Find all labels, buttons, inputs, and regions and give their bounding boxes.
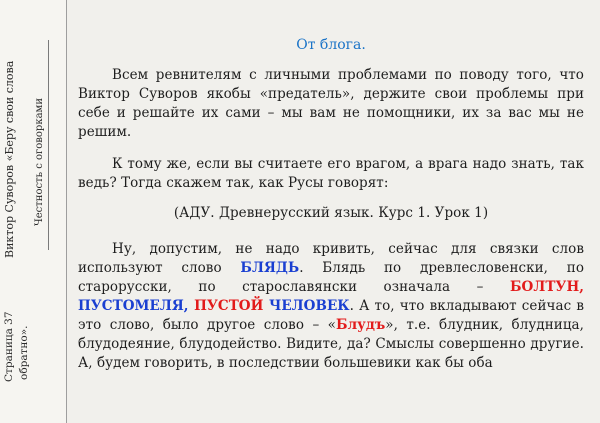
chapter-title-vertical: Честность с оговорками [34,98,45,226]
text-run: . Блядь по древлесловенски, по старорусски, по старославянски означала – [78,260,584,295]
paragraph-2: К тому же, если вы считаете его врагом, а врага надо знать, так ведь? Тогда скажем так, как Русы говорят: [78,156,584,191]
text-run: Ну, допустим, не надо кривить, сейчас для связки слов используют слово [78,241,584,276]
course-reference: (АДУ. Древнерусский язык. Курс 1. Урок 1) [173,205,489,221]
book-title-vertical: Виктор Суворов «Беру свои слова [3,60,16,258]
section-title: От блога. [296,37,366,53]
highlight-red-2: ПУСТОЙ [194,298,269,314]
highlight-blue-1: ПУСТОМЕЛЯ, [78,298,195,314]
back-label-vertical: обратно». [18,325,30,380]
page-number-vertical: Страница 37 [3,311,15,382]
highlight-red-1: БОЛТУН, [509,279,584,295]
highlight-blue-2: ЧЕЛОВЕК [268,298,350,314]
main-content [78,0,584,423]
paragraph-1: Всем ревнителям с личными проблемами по поводу того, что Виктор Суворов якобы «предатель», держите свои проблемы при себе и решайте их сами – мы вам не помощники, их за вас мы не решим. [78,67,584,140]
highlight-word-blue: БЛЯДЬ [240,260,300,276]
text-run: », т.е. блудник, блудница, блудодеяние, блудодейство. Видите, да? Смыслы совершенно другие. А, будем говорить, в последствии большевики как бы оба [78,317,584,371]
chapter-underline [48,40,49,250]
margin-divider [66,0,67,423]
side-margin [0,0,66,423]
paragraph-4 [78,240,584,373]
highlight-word-red: Блудъ [335,317,386,333]
text-run: . А то, что вкладывают сейчас в это слово, было другое слово – « [78,298,584,333]
